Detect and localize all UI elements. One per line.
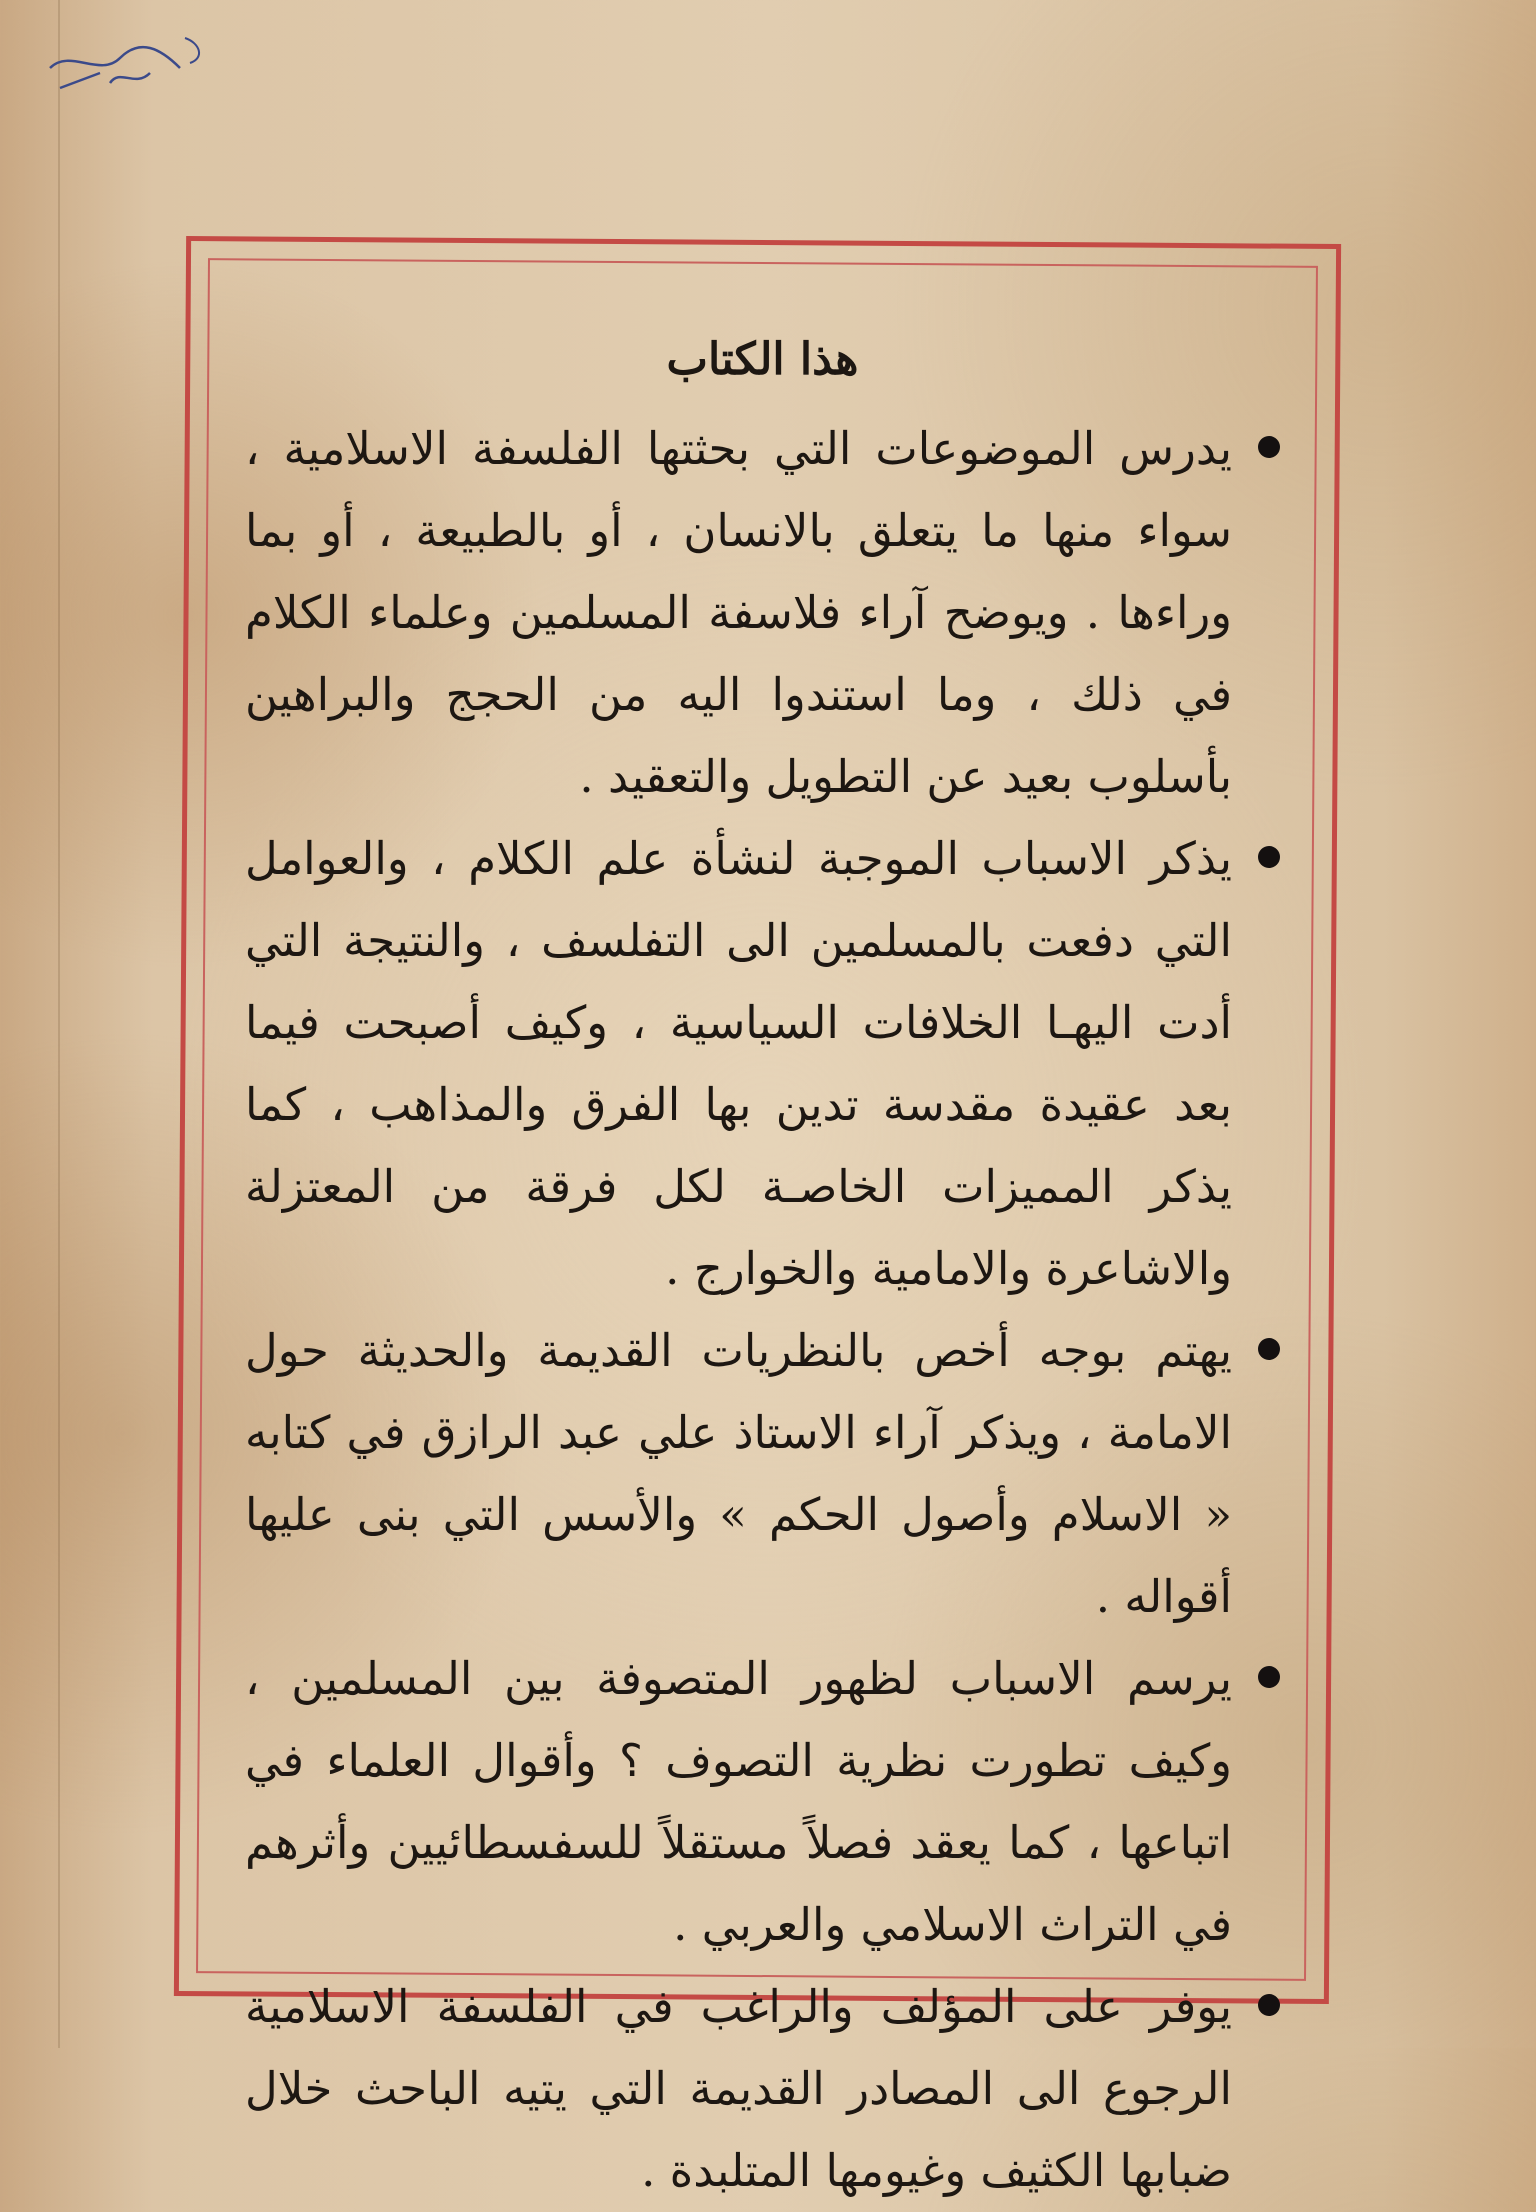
bullet-dot-icon <box>1258 1666 1280 1688</box>
bullet-dot-icon <box>1258 846 1280 868</box>
bullet-dot-icon <box>1258 1994 1280 2016</box>
bullet-dot-icon <box>1258 1338 1280 1360</box>
list-item-text: يوفر على المؤلف والراغب في الفلسفة الاسلامية الرجوع الى المصادر القديمة التي يتيه الباحث خلال ضبابها الكثيف وغيومها المتلبدة . <box>245 1980 1232 2197</box>
book-description <box>245 330 1280 2197</box>
list-item <box>245 1638 1280 1966</box>
list-item <box>245 408 1280 818</box>
list-item-text: يدرس الموضوعات التي بحثتها الفلسفة الاسلامية ، سواء منها ما يتعلق بالانسان ، أو بالطبيعة ، أو بما وراءها . ويوضح آراء فلاسفة المسلمين وعلماء الكلام في ذلك ، وما استندوا اليه من الحجج والبراهين بأسلوب بعيد عن التطويل والتعقيد . <box>245 422 1232 803</box>
bullet-dot-icon <box>1258 436 1280 458</box>
list-item-text: يهتم بوجه أخص بالنظريات القديمة والحديثة حول الامامة ، ويذكر آراء الاستاذ علي عبد الرازق في كتابه « الاسلام وأصول الحكم » والأسس التي بنى عليها أقواله . <box>245 1324 1232 1623</box>
list-item <box>245 1966 1280 2212</box>
page-title: هذا الكتاب <box>666 334 859 385</box>
page-spine-line <box>58 0 60 2048</box>
list-item <box>245 818 1280 1310</box>
list-item <box>245 1310 1280 1638</box>
handwritten-note-mark <box>40 28 220 98</box>
list-item-text: يذكر الاسباب الموجبة لنشأة علم الكلام ، والعوامل التي دفعت بالمسلمين الى التفلسف ، والنتيجة التي أدت اليهـا الخلافات السياسية ، وكيف أصبحت فيما بعد عقيدة مقدسة تدين بها الفرق والمذاهب ، كما يذكر المميزات الخاصـة لكل فرقة من المعتزلة والاشاعرة والامامية والخوارج . <box>245 832 1232 1295</box>
list-item-text: يرسم الاسباب لظهور المتصوفة بين المسلمين ، وكيف تطورت نظرية التصوف ؟ وأقوال العلماء في اتباعها ، كما يعقد فصلاً مستقلاً للسفسطائيين وأثرهم في التراث الاسلامي والعربي . <box>245 1652 1232 1951</box>
